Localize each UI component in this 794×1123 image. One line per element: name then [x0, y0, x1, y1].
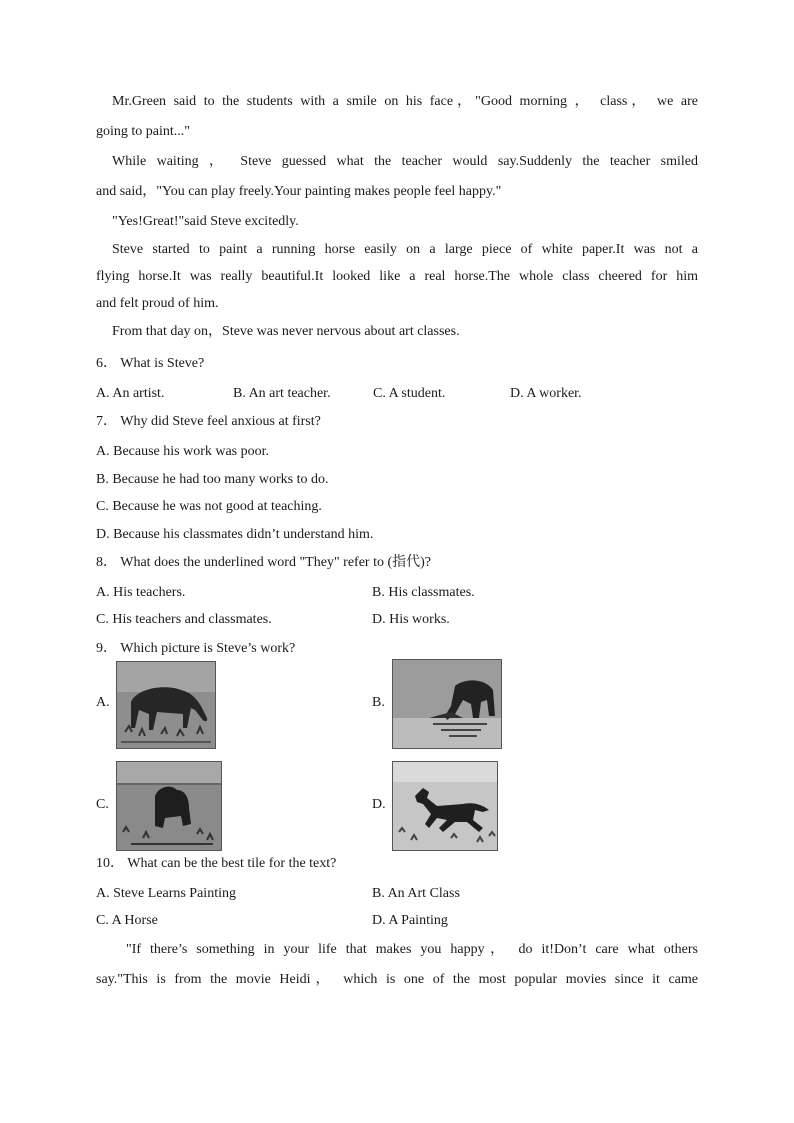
paragraph-4	[96, 240, 698, 314]
question-8-option-d[interactable]: D. His works.	[372, 612, 450, 627]
question-9-option-c[interactable]: C.	[96, 797, 109, 812]
next-passage-line-2: say."This is from the movie Heidi， which is one of the most popular movies since it came	[96, 972, 698, 987]
paragraph-2	[96, 152, 698, 202]
question-7-option-b[interactable]: B. Because he had too many works to do.	[96, 472, 329, 487]
question-8-stem: 8． What does the underlined word "They" refer to (指代)?	[96, 555, 432, 570]
paragraph-3: "Yes!Great!"said Steve excitedly.	[112, 214, 299, 229]
question-8-option-c[interactable]: C. His teachers and classmates.	[96, 612, 272, 627]
question-9-option-d[interactable]: D.	[372, 797, 386, 812]
question-8-option-b[interactable]: B. His classmates.	[372, 585, 475, 600]
question-6-option-a[interactable]: A. An artist.	[96, 386, 165, 401]
paragraph-5: From that day on，Steve was never nervous about art classes.	[112, 324, 460, 339]
grazing-horse-icon[interactable]	[116, 661, 216, 749]
paragraph-4-line-3: and felt proud of him.	[96, 296, 219, 311]
question-10-option-a[interactable]: A. Steve Learns Painting	[96, 886, 236, 901]
next-passage	[96, 940, 698, 990]
question-7-option-a[interactable]: A. Because his work was poor.	[96, 444, 270, 459]
paragraph-2-line-1: While waiting ， Steve guessed what the teacher would say.Suddenly the teacher smiled	[112, 154, 698, 169]
question-9-pictures-row-2	[96, 761, 698, 853]
paragraph-1-line-2: going to paint..."	[96, 124, 190, 139]
question-9-option-a[interactable]: A.	[96, 695, 110, 710]
question-8-option-a[interactable]: A. His teachers.	[96, 585, 186, 600]
question-9-pictures-row-1	[96, 661, 698, 753]
question-10-option-d[interactable]: D. A Painting	[372, 913, 448, 928]
question-10-option-c[interactable]: C. A Horse	[96, 913, 158, 928]
question-6-options	[96, 384, 698, 404]
horse-drinking-water-icon[interactable]	[392, 659, 502, 749]
question-6-option-c[interactable]: C. A student.	[373, 386, 446, 401]
running-horse-icon[interactable]	[392, 761, 498, 851]
paragraph-4-line-1: Steve started to paint a running horse easily on a large piece of white paper.It was not a	[112, 242, 698, 257]
paragraph-1-line-1: Mr.Green said to the students with a smile on his face，"Good morning ， class， we are	[112, 94, 698, 109]
question-6-option-d[interactable]: D. A worker.	[510, 386, 582, 401]
question-10-options-row-2	[96, 911, 698, 931]
question-10-options-row-1	[96, 884, 698, 904]
next-passage-line-1: "If there’s something in your life that makes you happy， do it!Don’t care what others	[126, 942, 698, 957]
horse-back-view-icon[interactable]	[116, 761, 222, 851]
question-8-options-row-2	[96, 610, 698, 630]
question-9-stem: 9． Which picture is Steve’s work?	[96, 641, 296, 656]
question-10-stem: 10． What can be the best tile for the text?	[96, 856, 337, 871]
paragraph-1	[96, 92, 698, 142]
question-6-option-b[interactable]: B. An art teacher.	[233, 386, 331, 401]
question-7-option-d[interactable]: D. Because his classmates didn’t understand him.	[96, 527, 374, 542]
document-page	[96, 92, 698, 990]
question-9-option-b[interactable]: B.	[372, 695, 385, 710]
question-10-option-b[interactable]: B. An Art Class	[372, 886, 460, 901]
paragraph-2-line-2: and said，"You can play freely.Your painting makes people feel happy."	[96, 184, 502, 199]
question-7-option-c[interactable]: C. Because he was not good at teaching.	[96, 499, 322, 514]
paragraph-4-line-2: flying horse.It was really beautiful.It looked like a real horse.The whole class cheered for him	[96, 269, 698, 284]
question-7-stem: 7． Why did Steve feel anxious at first?	[96, 414, 321, 429]
question-6-stem: 6． What is Steve?	[96, 356, 205, 371]
question-8-options-row-1	[96, 583, 698, 603]
